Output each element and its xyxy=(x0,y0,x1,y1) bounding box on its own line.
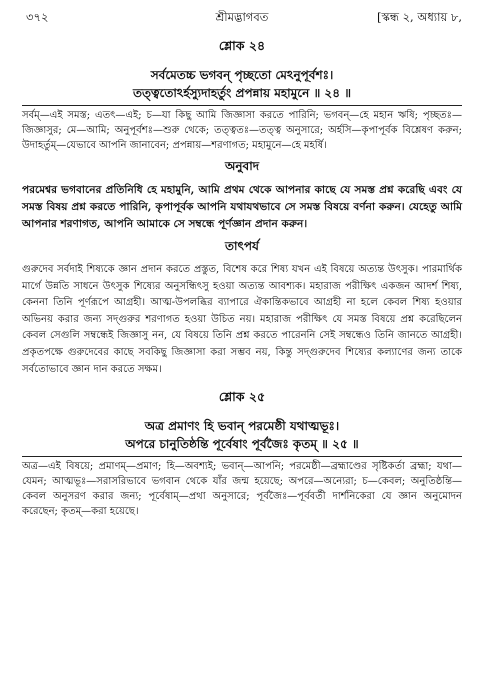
verse-24-purport: গুরুদেব সর্বদাই শিষ্যকে জ্ঞান প্রদান করতে প্রস্তুত, বিশেষ করে শিষ্য যখন এই বিষয়ে অত্যন্ত উৎসুক। পারমার্থিক মার্গে উন্নতি সাধনে উৎসুক শিষ্যের অনুসন্ধিৎসু হওয়া অত্যন্ত আবশ্যক। মহারাজ পরীক্ষিৎ একজন আদর্শ শিষ্য, কেননা তিনি পূর্ণরূপে আগ্রহী। আত্ম-উপলব্ধির ব্যাপারে ঐকান্তিকভাবে আগ্রহী না হলে কেবল শিষ্য হওয়ার অভিনয় করার জন্য সদ্গুরুর শরণাগত হওয়া উচিত নয়। মহারাজ পরীক্ষিৎ যে সমস্ত বিষয়ে প্রশ্ন করেছিলেন কেবল সেগুলি সম্বন্ধেই জিজ্ঞাসু নন, যে বিষয়ে তিনি প্রশ্ন করতে পারেননি সেই সম্বন্ধেও তিনি জানতে আগ্রহী। প্রকৃতপক্ষে গুরুদেবের কাছে সবকিছু জিজ্ঞাসা করা সম্ভব নয়, কিন্তু সদ্গুরুদেব শিষ্যের কল্যাণের জন্য তাকে সর্বতোভাবে জ্ঞান দান করতে সক্ষম। xyxy=(22,264,462,375)
translation-heading: অনুবাদ xyxy=(224,159,260,173)
verse-24-line-1: সর্বমেতচ্চ ভগবন্ পৃচ্ছতো মেঽনুপূর্বশঃ। xyxy=(150,68,334,82)
verse-25-synonyms: অত্র—এই বিষয়ে; প্রমাণম্—প্রমাণ; হি—অবশ্যই; ভবান্—আপনি; পরমেষ্ঠী—ব্রহ্মাণ্ডের সৃষ্টিকর্তা ব্রহ্মা; যথা—যেমন; আত্মভূঃ—সরাসরিভাবে ভগবান থেকে যাঁর জন্ম হয়েছে; অপরে—অন্যেরা; চ—কেবল; অনুতিষ্ঠন্তি—কেবল অনুসরণ করার জন্য; পূর্বেষাম্—প্রথা অনুসারে; পূর্বজৈঃ—পূর্ববর্তী দার্শনিকেরা যে জ্ঞান অনুমোদন করেছেন; কৃতম্—করা হয়েছে। xyxy=(22,461,462,518)
verse-24-heading: শ্লোক ২৪ xyxy=(218,38,266,53)
purport-heading: তাৎপর্য xyxy=(225,239,259,253)
verse-25-line-2: অপরে চানুতিষ্ঠন্তি পূর্বেষাং পূর্বজৈঃ কৃতম্ ॥ ২৫ ॥ xyxy=(125,437,359,452)
chapter-reference: [স্কন্ধ ২, অধ্যায় ৮, xyxy=(377,10,462,24)
verse-24-translation: পরমেশ্বর ভগবানের প্রতিনিধি হে মহামুনি, আমি প্রথম থেকে আপনার কাছে যে সমস্ত প্রশ্ন করেছি এবং যে সমস্ত বিষয় প্রশ্ন করতে পারিনি, কৃপাপূর্বক আপনি যথাযথভাবে সে সমস্ত বিষয়ে বর্ণনা করুন। যেহেতু আমি আপনার শরণাগত, আপনি আমাকে সে সম্বন্ধে পূর্ণজ্ঞান প্রদান করুন। xyxy=(22,184,462,230)
page-header xyxy=(22,9,462,27)
divider xyxy=(22,456,462,457)
divider xyxy=(22,105,462,106)
verse-25-heading: শ্লোক ২৫ xyxy=(218,389,266,405)
verse-24-synonyms: সর্বম্—এই সমস্ত; এতৎ—এই; চ—যা কিছু আমি জিজ্ঞাসা করতে পারিনি; ভগবন্—হে মহান ঋষি; পৃচ্ছতঃ—জিজ্ঞাসুর; মে—আমি; অনুপূর্বশঃ—শুরু থেকে; তত্ত্বতঃ—তত্ত্ব অনুসারে; অর্হসি—কৃপাপূর্বক বিশ্লেষণ করুন; উদাহর্তুম্—যেভাবে আপনি জানাবেন; প্রপন্নায়—শরণাগত; মহামুনে—হে মহর্ষি। xyxy=(22,110,462,151)
verse-25-line-1: অত্র প্রমাণং হি ভবান্ পরমেষ্ঠী যথাত্মভূঃ। xyxy=(144,419,340,434)
verse-24-line-2: তত্ত্বতোঽর্হস্যুদাহর্তুং প্রপন্নায় মহামুনে ॥ ২৪ ॥ xyxy=(133,86,351,100)
page-number: ৩৭২ xyxy=(26,10,49,24)
book-title: শ্রীমদ্ভাগবত xyxy=(215,10,269,24)
